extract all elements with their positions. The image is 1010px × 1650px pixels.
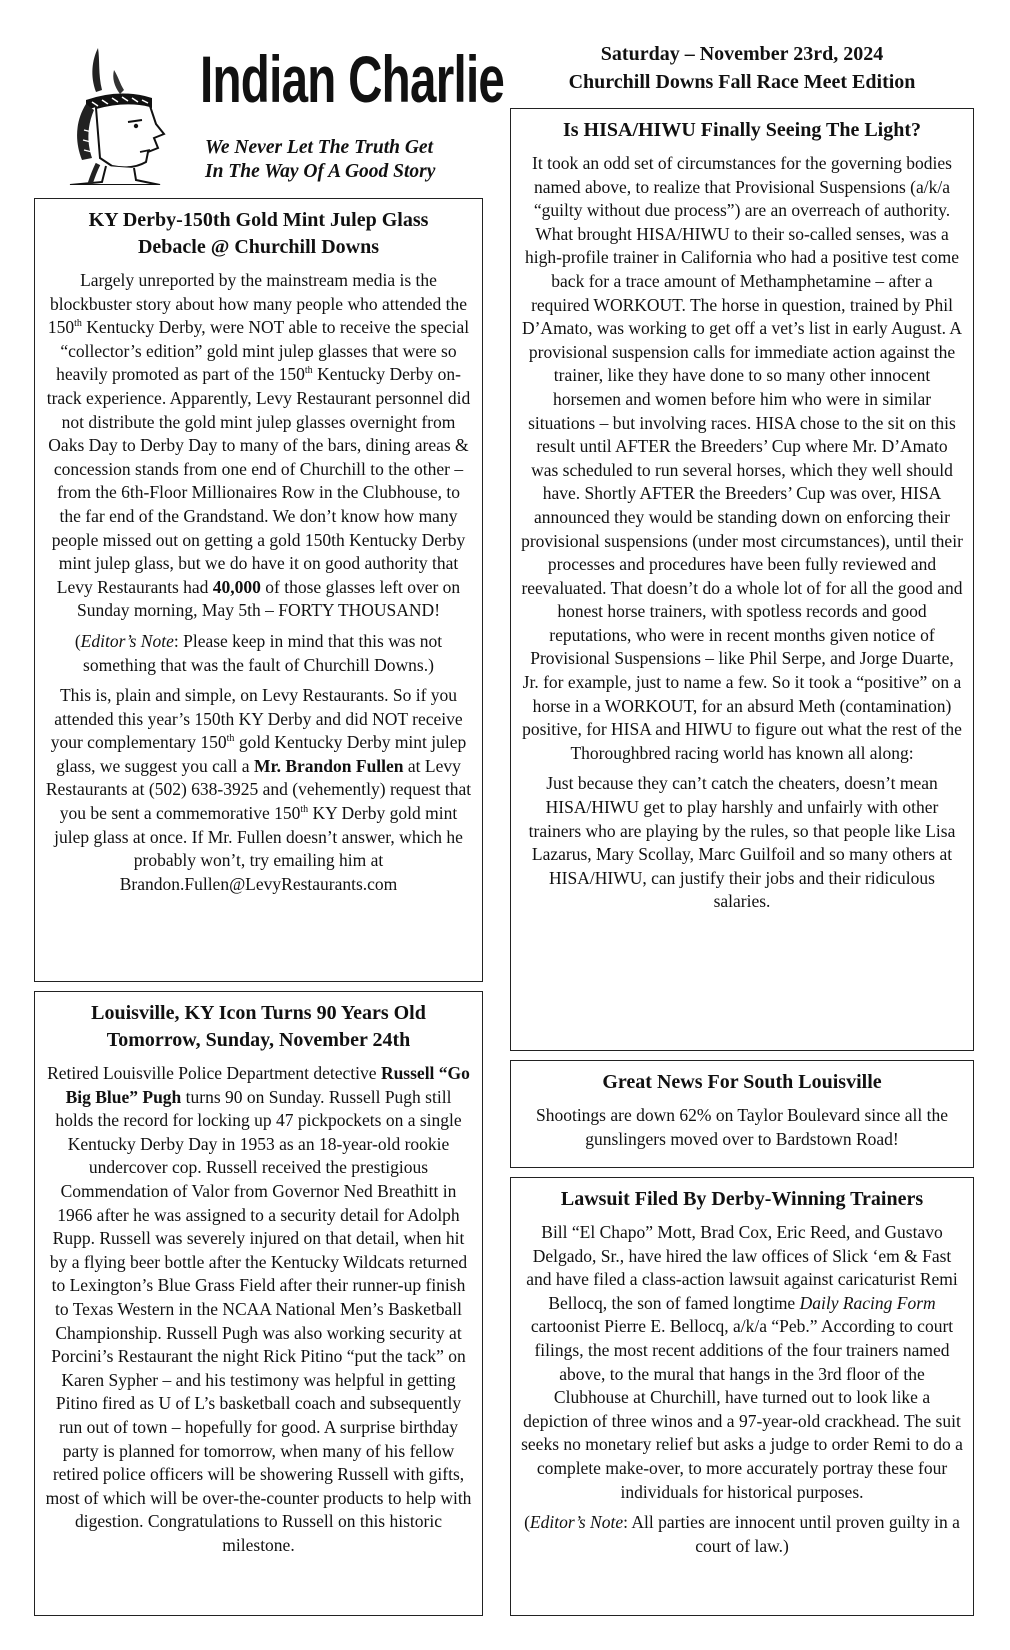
article-paragraph: Shootings are down 62% on Taylor Boulevard since all the gunslingers moved over to Bardstown Road! [535,1105,949,1149]
editors-note: (Editor’s Note: All parties are innocent until proven guilty in a court of law.) [524,1512,960,1556]
dateline [510,40,974,96]
edition-name: Churchill Downs Fall Race Meet Edition [568,71,916,93]
article-paragraph: This is, plain and simple, on Levy Restaurants. So if you attended this year’s 150th KY Derby and did NOT receive your complementary 150th gold Kentucky Derby mint julep glass, we suggest you call a Mr. Brandon Fullen at Levy Restaurants at (502) 638-3925 and (vehemently) request that you be sent a commemorative 150th KY Derby gold mint julep glass at once. If Mr. Fullen doesn’t answer, which he probably won’t, try emailing him at Brandon.Fullen@LevyRestaurants.com [45,685,472,894]
article-paragraph: Bill “El Chapo” Mott, Brad Cox, Eric Reed, and Gustavo Delgado, Sr., have hired the law offices of Slick ‘em & Fast and have filed a class-action lawsuit against caricaturist Remi Bellocq, the son of famed longtime Daily Racing Form cartoonist Pierre E. Bellocq, a/k/a “Peb.” According to court filings, the most recent additions of the four trainers named above, to the mural that hangs in the 3rd floor of the Clubhouse at Churchill, have turned out to look like a depiction of three winos and a 97-year-old crackhead. The suit seeks no monetary relief but asks a judge to order Remi to do a complete make-over, to more accurately portray these four individuals for historical purposes. [521,1222,963,1502]
article-paragraph: Largely unreported by the mainstream media is the blockbuster story about how many people who attended the 150th Kentucky Derby, were NOT able to receive the special “collector’s edition” gold mint julep glasses that were so heavily promoted as part of the 150th Kentucky Derby on-track experience. Apparently, Levy Restaurant personnel did not distribute the gold mint julep glasses overnight from Oaks Day to Derby Day to many of the bars, dining areas & concession stands from one end of Churchill to the other – from the 6th-Floor Millionaires Row in the Clubhouse, to the far end of the Grandstand. We don’t know how many people missed out on getting a gold 150th Kentucky Derby mint julep glass, but we do have it on good authority that Levy Restaurants had 40,000 of those glasses left over on Sunday morning, May 5th – FORTY THOUSAND! [46,270,471,621]
tagline-line-1: We Never Let The Truth Get [205,137,433,158]
article-title: Louisville, KY Icon Turns 90 Years Old Tomorrow, Sunday, November 24th [91,1002,426,1051]
article-hisa [510,108,974,1051]
article-title: Is HISA/HIWU Finally Seeing The Light? [562,119,922,141]
masthead-title: Indian Charlie [200,42,505,116]
indian-charlie-logo [40,40,185,185]
article-south-louisville [510,1060,974,1168]
issue-date: Saturday – November 23rd, 2024 [600,43,884,65]
article-title: KY Derby-150th Gold Mint Julep Glass Debacle @ Churchill Downs [88,209,429,258]
tagline-line-2: In The Way Of A Good Story [205,161,436,182]
masthead [40,36,505,186]
article-title: Lawsuit Filed By Derby-Winning Trainers [560,1188,924,1210]
article-title: Great News For South Louisville [602,1071,882,1093]
article-louisville-icon [34,991,483,1616]
editors-note: (Editor’s Note: Please keep in mind that this was not something that was the fault of Churchill Downs.) [74,630,443,675]
masthead-tagline [205,136,435,184]
article-paragraph: Just because they can’t catch the cheaters, doesn’t mean HISA/HIWU get to play harshly and unfairly with other trainers who are playing by the rules, so that people like Lisa Lazarus, Mary Scollay, Marc Guilfoil and so many others at HISA/HIWU, can justify their jobs and their ridiculous salaries. [528,773,956,912]
article-paragraph: Retired Louisville Police Department detective Russell “Go Big Blue” Pugh turns 90 on Sunday. Russell Pugh still holds the record for locking up 47 pickpockets on a single Kentucky Derby Day in 1953 as an 18-year-old rookie undercover cop. Russell received the prestigious Commendation of Valor from Governor Ned Breathitt in 1966 after he was assigned to a security detail for Adolph Rupp. Russell was severely injured on that detail, when hit by a flying beer bottle after the Kentucky Wildcats returned to Lexington’s Blue Grass Field after their runner-up finish to Texas Western in the NCAA National Men’s Basketball Championship. Russell Pugh was also working security at Porcini’s Restaurant the night Rick Pitino “put the tack” on Karen Sypher – and his testimony was helpful in getting Pitino fired as U of L’s basketball coach and subsequently run out of town – hopefully for good. A surprise birthday party is planned for tomorrow, when many of his fellow retired police officers will be showering Russell with gifts, most of which will be over-the-counter products to help with digestion. Congratulations to Russell on this historic milestone. [45,1063,472,1555]
article-lawsuit [510,1177,974,1616]
article-derby-glass [34,198,483,982]
article-paragraph: It took an odd set of circumstances for the governing bodies named above, to realize that Provisional Suspensions (a/k/a “guilty without due process”) are an overreach of authority. What brought HISA/HIWU to their so-called senses, was a high-profile trainer in California who had a positive test come back for a trace amount of Methamphetamine – after a required WORKOUT. The horse in question, trained by Phil D’Amato, was working to get off a vet’s list in early August. A provisional suspension calls for immediate action against the trainer, like they have done to so many other innocent horsemen and women before him who were in similar situations – but involving races. HISA chose to the sit on this result until AFTER the Breeders’ Cup where Mr. D’Amato was scheduled to run several horses, which they well should have. Shortly AFTER the Breeders’ Cup was over, HISA announced they would be standing down on enforcing their provisional suspensions (under most circumstances), until their processes and procedures have been fully reviewed and reevaluated. That doesn’t do a whole lot of for all the good and honest horse trainers, with spotless records and good reputations, who were in recent months given notice of Provisional Suspensions – like Phil Serpe, and Jorge Duarte, Jr. for example, just to name a few. So it took a “positive” on a horse in a WORKOUT, for an absurd Meth (contamination) positive, for HISA and HIWU to figure out what the rest of the Thoroughbred racing world has known all along: [521,153,963,763]
